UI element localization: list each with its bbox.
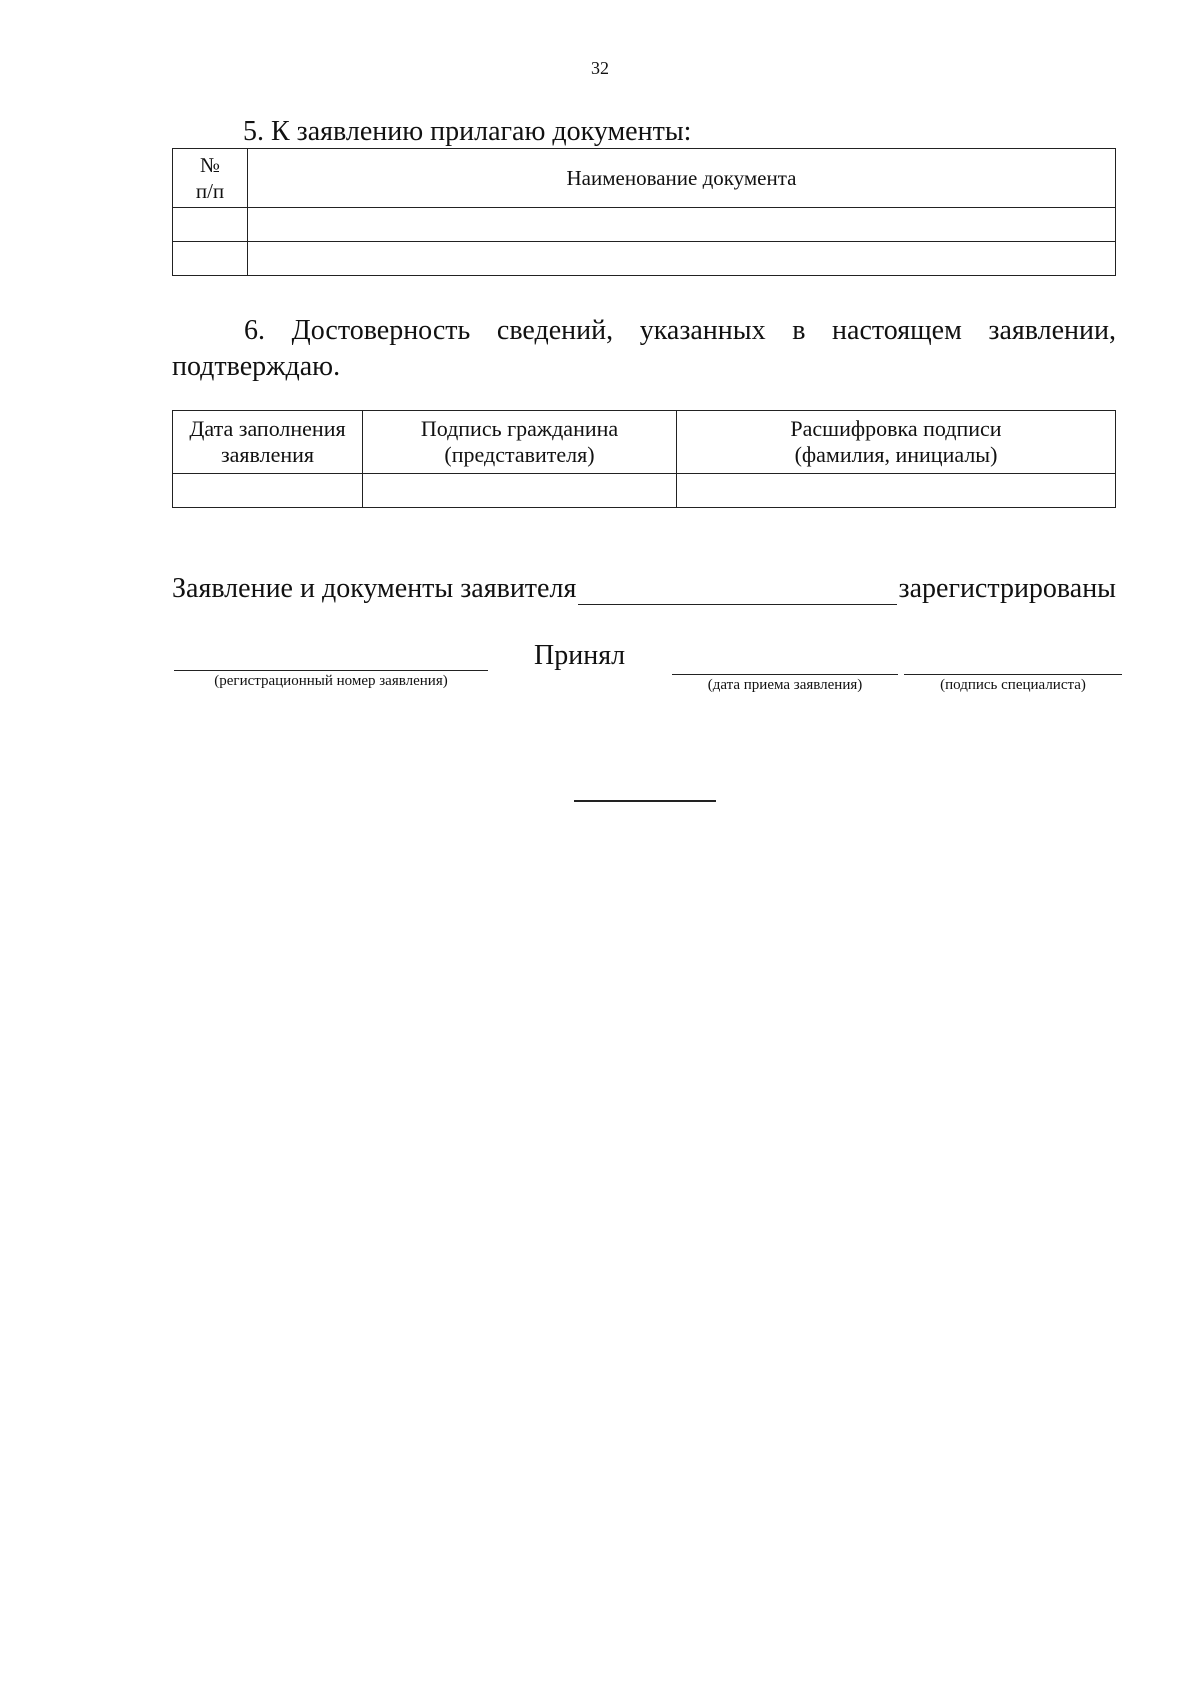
registration-prefix: Заявление и документы заявителя: [172, 573, 577, 604]
signature-table: [172, 410, 1116, 508]
section-6-line2: подтверждаю.: [172, 351, 341, 382]
section-6-text: [172, 313, 1116, 385]
column-header-signature: [363, 411, 677, 474]
header-signature-line2: (представителя): [444, 442, 595, 467]
specialist-signature-caption: (подпись специалиста): [940, 677, 1086, 693]
header-date-line1: Дата заполнения: [189, 416, 346, 441]
table-cell[interactable]: [248, 242, 1116, 276]
header-decoding-line1: Расшифровка подписи: [790, 416, 1002, 441]
reg-number-caption: (регистрационный номер заявления): [214, 673, 448, 689]
column-header-document-name: Наименование документа: [248, 149, 1116, 208]
header-date-line2: заявления: [220, 442, 315, 467]
table-cell[interactable]: [173, 242, 248, 276]
section-5-title: 5. К заявлению прилагаю документы:: [243, 116, 692, 147]
section-6-line1: 6. Достоверность сведений, указанных в настоящем заявлении,: [244, 315, 1116, 346]
reg-number-line[interactable]: [174, 670, 488, 671]
header-signature-line1: Подпись гражданина: [420, 416, 619, 441]
column-header-date: [173, 411, 363, 474]
date-received-caption: (дата приема заявления): [707, 677, 863, 693]
table-cell[interactable]: [173, 208, 248, 242]
table-row: [173, 474, 1116, 508]
decoding-cell[interactable]: [677, 474, 1116, 508]
column-header-number: [173, 149, 248, 208]
table-row: [173, 242, 1116, 276]
page-number: 32: [591, 58, 609, 78]
registration-line: [172, 573, 1116, 605]
table-header-row: [173, 411, 1116, 474]
signature-cell[interactable]: [363, 474, 677, 508]
date-received-line[interactable]: [672, 674, 898, 675]
attached-documents-table: [172, 148, 1116, 276]
date-cell[interactable]: [173, 474, 363, 508]
header-decoding-line2: (фамилия, инициалы): [794, 442, 998, 467]
accepted-label: Принял: [534, 640, 626, 671]
column-header-decoding: [677, 411, 1116, 474]
table-row: [173, 208, 1116, 242]
header-number-line2: п/п: [195, 179, 225, 203]
end-divider: [574, 800, 716, 802]
table-header-row: [173, 149, 1116, 208]
specialist-signature-line[interactable]: [904, 674, 1122, 675]
applicant-blank-line[interactable]: [578, 574, 896, 605]
table-cell[interactable]: [248, 208, 1116, 242]
header-number-line1: №: [199, 153, 221, 177]
registration-suffix: зарегистрированы: [898, 573, 1116, 604]
